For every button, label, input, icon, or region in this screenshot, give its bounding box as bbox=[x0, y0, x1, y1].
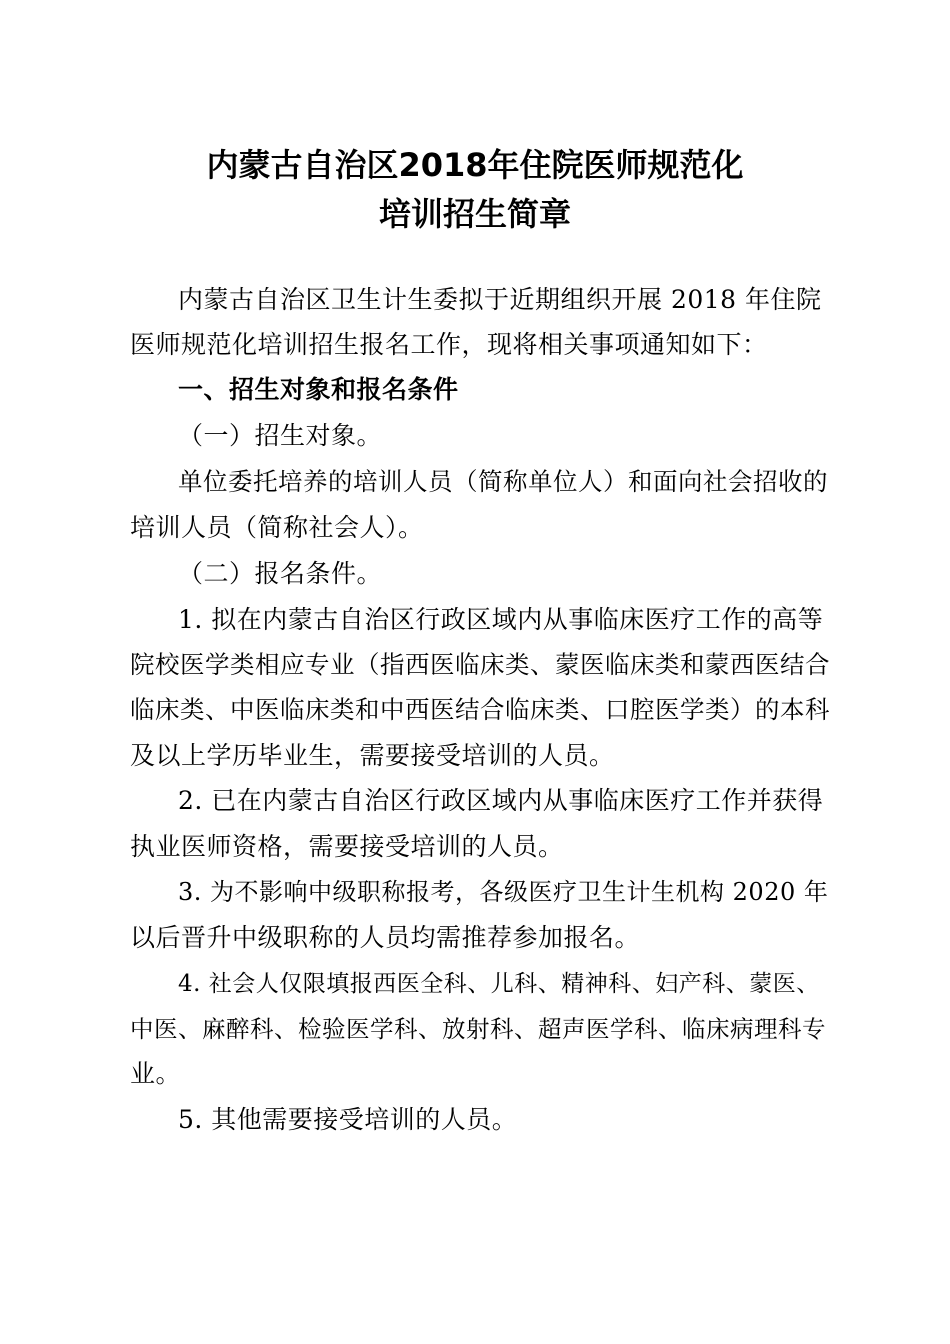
item-2-line-1: 2. 已在内蒙古自治区行政区域内从事临床医疗工作并获得 bbox=[178, 786, 824, 815]
sub-2-heading: （二）报名条件。 bbox=[178, 559, 383, 588]
item-4-line-3: 业。 bbox=[130, 1059, 182, 1088]
item-1-line-1: 1. 拟在内蒙古自治区行政区域内从事临床医疗工作的高等 bbox=[178, 605, 824, 634]
intro-line-1: 内蒙古自治区卫生计生委拟于近期组织开展 2018 年住院 bbox=[178, 285, 822, 314]
item-5-line-1: 5. 其他需要接受培训的人员。 bbox=[178, 1105, 518, 1134]
item-1-line-4: 及以上学历毕业生，需要接受培训的人员。 bbox=[130, 741, 615, 770]
sub-1-text-line-2: 培训人员（简称社会人）。 bbox=[130, 513, 424, 542]
sub-1-text-line-1: 单位委托培养的培训人员（简称单位人）和面向社会招收的 bbox=[178, 467, 828, 496]
item-3-line-2: 以后晋升中级职称的人员均需推荐参加报名。 bbox=[130, 923, 641, 952]
item-1-line-2: 院校医学类相应专业（指西医临床类、蒙医临床类和蒙西医结合 bbox=[130, 650, 830, 679]
sub-1-heading: （一）招生对象。 bbox=[178, 421, 383, 450]
section-1-heading: 一、招生对象和报名条件 bbox=[178, 375, 459, 404]
document-title-line-2: 培训招生简章 bbox=[378, 195, 571, 233]
item-4-line-2: 中医、麻醉科、检验医学科、放射科、超声医学科、临床病理科专 bbox=[130, 1015, 826, 1043]
item-3-line-1: 3. 为不影响中级职称报考，各级医疗卫生计生机构 2020 年 bbox=[178, 878, 829, 906]
intro-line-2: 医师规范化培训招生报名工作，现将相关事项通知如下： bbox=[130, 330, 768, 359]
item-4-line-1: 4. 社会人仅限填报西医全科、儿科、精神科、妇产科、蒙医、 bbox=[178, 971, 820, 997]
item-2-line-2: 执业医师资格，需要接受培训的人员。 bbox=[130, 832, 564, 861]
document-title-line-1: 内蒙古自治区2018年住院医师规范化 bbox=[206, 146, 744, 184]
item-1-line-3: 临床类、中医临床类和中西医结合临床类、口腔医学类）的本科 bbox=[130, 695, 830, 724]
